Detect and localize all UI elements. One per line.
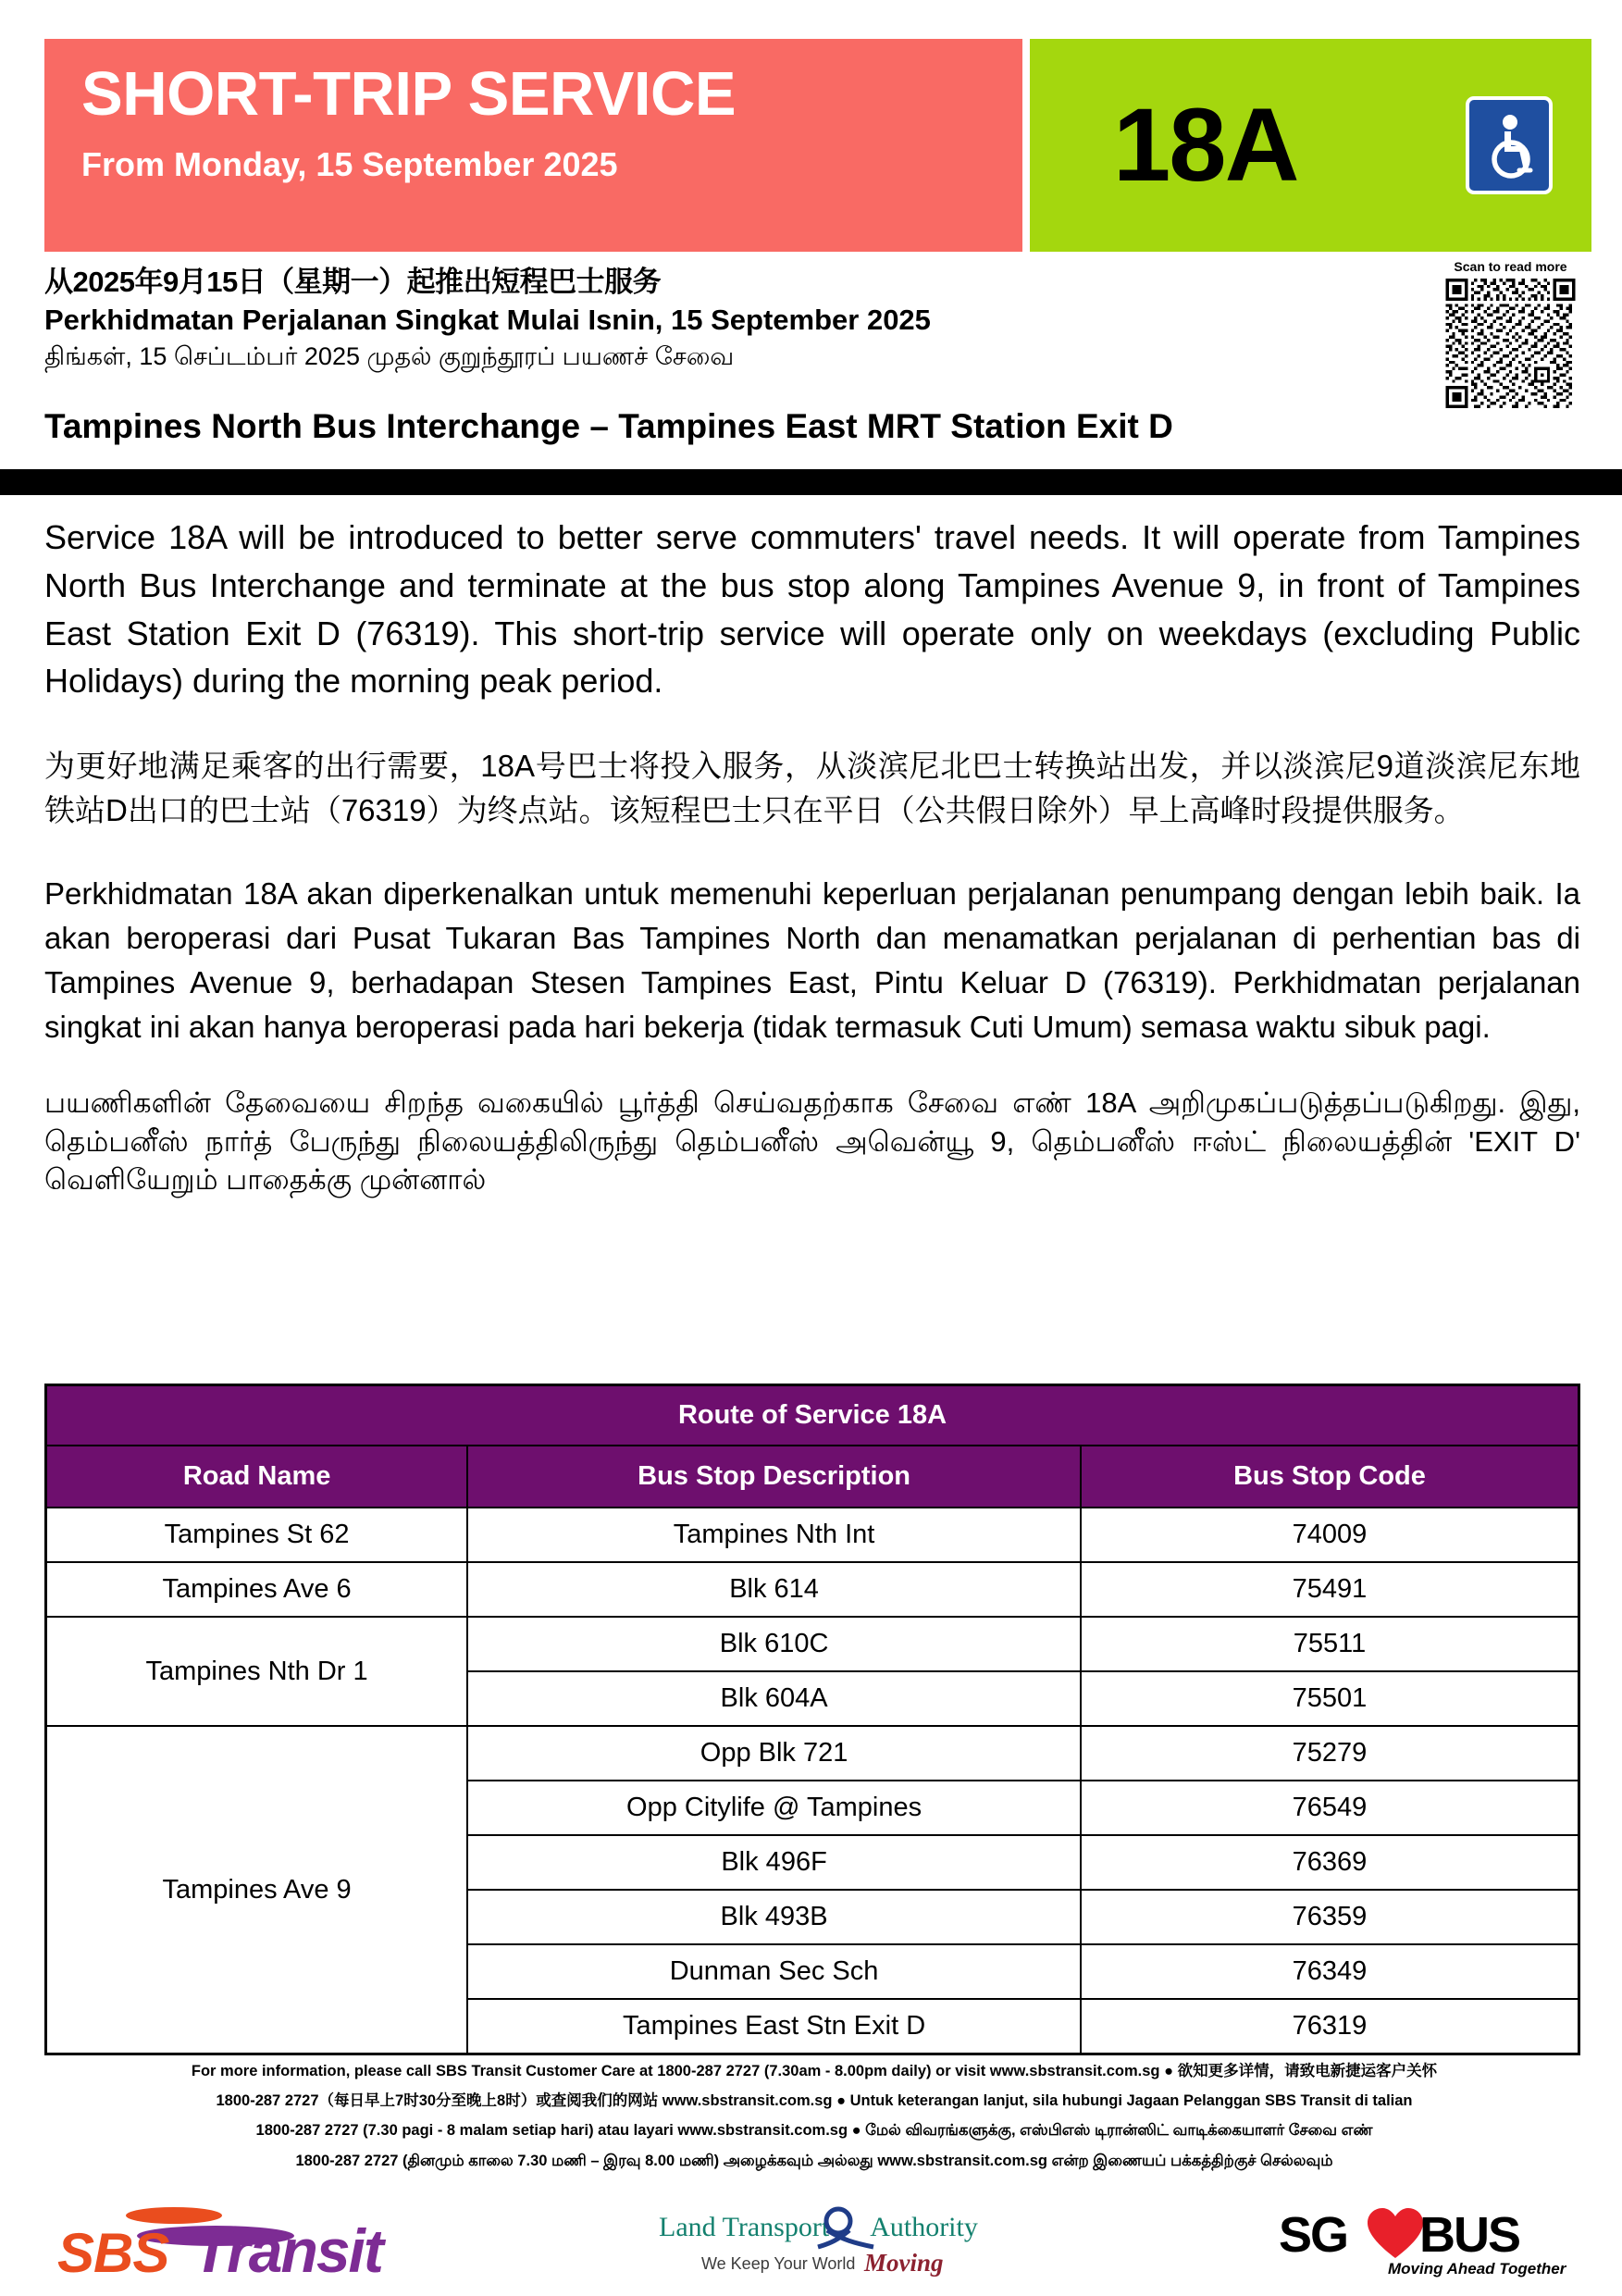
cell-road-name: Tampines Ave 6 [46, 1562, 468, 1617]
body-text [44, 514, 1580, 1198]
wheelchair-accessible-icon [1466, 96, 1553, 194]
footer-line-1: For more information, please call SBS Transit Customer Care at 1800-287 2727 (7.30am - 8.00pm daily) or visit www.sbstransit.com.sg ● 欲知更多详情，请致电新捷运客户关怀 [191, 2063, 1438, 2079]
cell-stop-code: 75279 [1081, 1726, 1579, 1781]
qr-code-icon[interactable] [1430, 279, 1591, 408]
sbs-wordmark: SBS [57, 2222, 169, 2284]
lta-logo [659, 2201, 992, 2289]
cell-stop-code: 76349 [1081, 1944, 1579, 1999]
route-table [44, 1384, 1580, 2055]
cell-stop-code: 75491 [1081, 1562, 1579, 1617]
route-table-wrapper [44, 1384, 1580, 2055]
title-tamil: திங்கள், 15 செப்டம்பர் 2025 முதல் குறுந்தூரப் பயணச் சேவை [44, 341, 735, 370]
table-row [46, 1726, 1579, 1781]
footer-logos [0, 2195, 1622, 2296]
column-header-road-name: Road Name [46, 1446, 468, 1508]
cell-stop-description: Blk 604A [467, 1671, 1081, 1726]
cell-stop-code: 75511 [1081, 1617, 1579, 1671]
sgbus-tagline: Moving Ahead Together [1388, 2260, 1566, 2277]
heart-icon [1368, 2208, 1423, 2262]
poster-title: SHORT-TRIP SERVICE [81, 59, 737, 129]
poster-subtitle: From Monday, 15 September 2025 [81, 145, 618, 184]
route-table-body [46, 1508, 1579, 2054]
cell-stop-code: 76319 [1081, 1999, 1579, 2054]
cell-stop-description: Opp Blk 721 [467, 1726, 1081, 1781]
cell-stop-description: Blk 496F [467, 1835, 1081, 1890]
lta-name-part2: Authority [870, 2212, 978, 2242]
table-caption: Route of Service 18A [46, 1385, 1579, 1446]
lta-moving-word: Moving [864, 2249, 944, 2277]
qr-block [1425, 259, 1596, 408]
footer-contact-text [56, 2056, 1573, 2176]
cell-stop-code: 76369 [1081, 1835, 1579, 1890]
table-header-row [46, 1446, 1579, 1508]
cell-stop-code: 76359 [1081, 1890, 1579, 1944]
footer-line-3: 1800-287 2727 (7.30 pagi - 8 malam setiap hari) atau layari www.sbstransit.com.sg ● மேல் விவரங்களுக்கு, எஸ்பிஎஸ் டிரான்ஸிட் வாடிக்கையாளர் சேவை எண் [255, 2122, 1373, 2140]
green-banner [1030, 39, 1591, 252]
service-number: 18A [1113, 87, 1298, 203]
sgbus-logo [1279, 2203, 1566, 2288]
footer-line-4: 1800-287 2727 (தினமும் காலை 7.30 மணி – இரவு 8.00 மணி) அழைக்கவும் அல்லது www.sbstransit.com.sg என்ற இணையப் பக்கத்திற்குச் செல்லவும் [295, 2152, 1333, 2169]
cell-stop-description: Blk 614 [467, 1562, 1081, 1617]
table-row [46, 1508, 1579, 1562]
table-row [46, 1617, 1579, 1671]
cell-stop-description: Blk 610C [467, 1617, 1081, 1671]
cell-road-name: Tampines St 62 [46, 1508, 468, 1562]
cell-stop-description: Dunman Sec Sch [467, 1944, 1081, 1999]
red-banner [44, 39, 1022, 252]
table-caption-row [46, 1385, 1579, 1446]
divider-bar [0, 469, 1622, 495]
table-row [46, 1562, 1579, 1617]
cell-stop-code: 75501 [1081, 1671, 1579, 1726]
title-chinese: 从2025年9月15日（星期一）起推出短程巴士服务 [44, 266, 662, 298]
lta-ribbon-icon [814, 2206, 877, 2251]
lta-tagline: We Keep Your World [701, 2254, 856, 2273]
cell-road-name: Tampines Nth Dr 1 [46, 1617, 468, 1726]
cell-stop-description: Opp Citylife @ Tampines [467, 1781, 1081, 1835]
multilingual-titles [44, 264, 1405, 374]
footer-line-2: 1800-287 2727（每日早上7时30分至晚上8时）或查阅我们的网站 www.sbstransit.com.sg ● Untuk keterangan lanjut, sila hubungi Jagaan Pelanggan SBS Transit di talian [216, 2092, 1413, 2110]
paragraph-malay: Perkhidmatan 18A akan diperkenalkan untuk memenuhi keperluan perjalanan penumpang dengan lebih baik. Ia akan beroperasi dari Pusat Tukaran Bas Tampines North dan menamatkan perjalanan di perhentian bas di Tampines Avenue 9, berhadapan Stesen Tampines East, Pintu Keluar D (76319). Perkhidmatan perjalanan singkat ini akan hanya beroperasi pada hari bekerja (tidak termasuk Cuti Umum) semasa waktu sibuk pagi. [44, 876, 1580, 1044]
cell-stop-code: 76549 [1081, 1781, 1579, 1835]
header [0, 0, 1622, 254]
column-header-bus-stop-description: Bus Stop Description [467, 1446, 1081, 1508]
sgbus-sg: SG [1279, 2207, 1348, 2263]
paragraph-chinese: 为更好地满足乘客的出行需要，18A号巴士将投入服务，从淡滨尼北巴士转换站出发，并以淡滨尼9道淡滨尼东地铁站D出口的巴士站（76319）为终点站。该短程巴士只在平日（公共假日除外）早上高峰时段提供服务。 [44, 749, 1580, 828]
paragraph-english: Service 18A will be introduced to better serve commuters' travel needs. It will operate from Tampines North Bus Interchange and terminate at the bus stop along Tampines Avenue 9, in front of Tampines East Station Exit D (76319). This short-trip service will operate only on weekdays (excluding Public Holidays) during the morning peak period. [44, 518, 1580, 701]
route-endpoints-title: Tampines North Bus Interchange – Tampines East MRT Station Exit D [44, 407, 1173, 445]
title-malay: Perkhidmatan Perjalanan Singkat Mulai Isnin, 15 September 2025 [44, 304, 931, 337]
transit-wordmark: Transit [192, 2216, 382, 2285]
sbs-transit-logo [54, 2204, 424, 2288]
cell-stop-description: Tampines Nth Int [467, 1508, 1081, 1562]
qr-label: Scan to read more [1454, 259, 1567, 274]
cell-stop-description: Tampines East Stn Exit D [467, 1999, 1081, 2054]
cell-stop-description: Blk 493B [467, 1890, 1081, 1944]
column-header-bus-stop-code: Bus Stop Code [1081, 1446, 1579, 1508]
lta-name-part1: Land Transport [659, 2212, 830, 2242]
paragraph-tamil: பயணிகளின் தேவையை சிறந்த வகையில் பூர்த்தி செய்வதற்காக சேவை எண் 18A அறிமுகப்படுத்தப்படுகிறது. இது, தெம்பனீஸ் நார்த் பேருந்து நிலையத்திலிருந்து தெம்பனீஸ் அவென்யூ 9, தெம்பனீஸ் ஈஸ்ட் நிலையத்தின் 'EXIT D' வெளியேறும் பாதைக்கு முன்னால் [44, 1086, 1580, 1196]
sgbus-bus: BUS [1419, 2207, 1520, 2263]
cell-stop-code: 74009 [1081, 1508, 1579, 1562]
cell-road-name: Tampines Ave 9 [46, 1726, 468, 2054]
